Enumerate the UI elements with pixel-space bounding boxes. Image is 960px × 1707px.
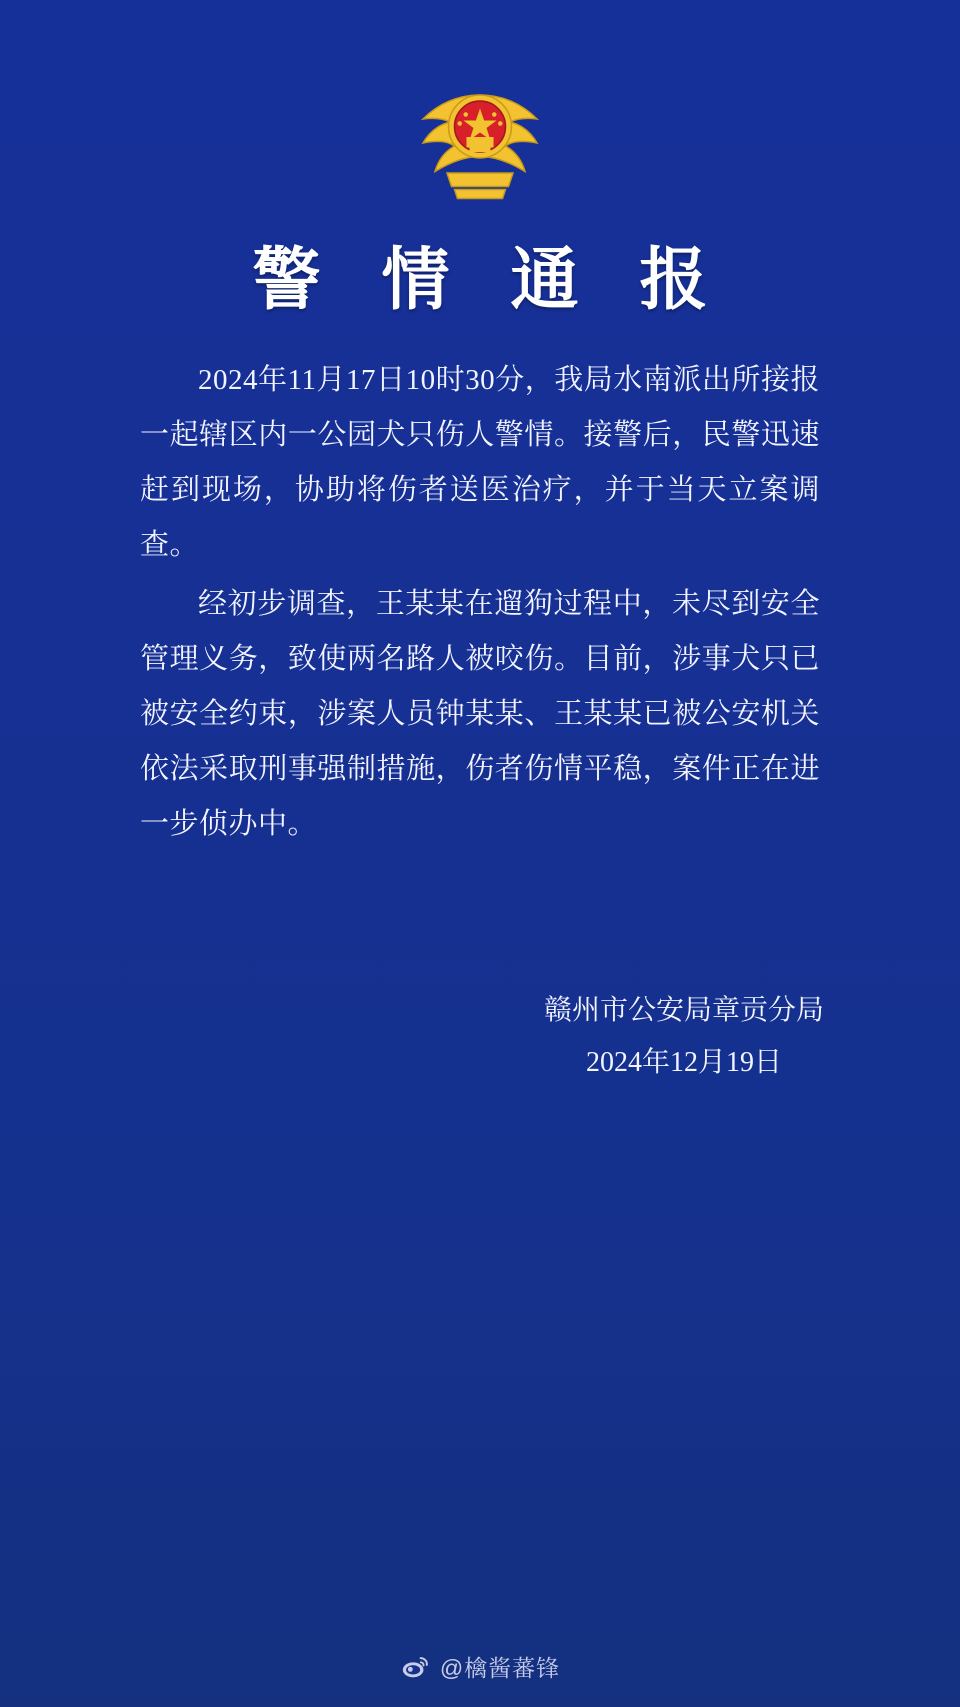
notice-paragraph-1: 2024年11月17日10时30分，我局水南派出所接报一起辖区内一公园犬只伤人警情。接警后，民警迅速赶到现场，协助将伤者送医治疗，并于当天立案调查。 bbox=[140, 364, 820, 561]
notice-paragraph-2: 经初步调查，王某某在遛狗过程中，未尽到安全管理义务，致使两名路人被咬伤。目前，涉事犬只已被安全约束，涉案人员钟某某、王某某已被公安机关依法采取刑事强制措施，伤者伤情平稳，案件正在进一步侦办中。 bbox=[140, 588, 820, 840]
emblem-container bbox=[0, 0, 960, 212]
signature-block bbox=[544, 985, 824, 1089]
page-title: 警 情 通 报 bbox=[252, 242, 730, 318]
signature-organization: 赣州市公安局章贡分局 bbox=[543, 995, 824, 1026]
watermark-handle: @檎酱蕃锋 bbox=[439, 1655, 561, 1681]
notice-body bbox=[140, 353, 820, 852]
signature-date: 2024年12月19日 bbox=[585, 1047, 782, 1078]
china-police-emblem-icon bbox=[405, 62, 555, 212]
watermark bbox=[0, 1650, 960, 1683]
weibo-icon bbox=[400, 1652, 430, 1682]
